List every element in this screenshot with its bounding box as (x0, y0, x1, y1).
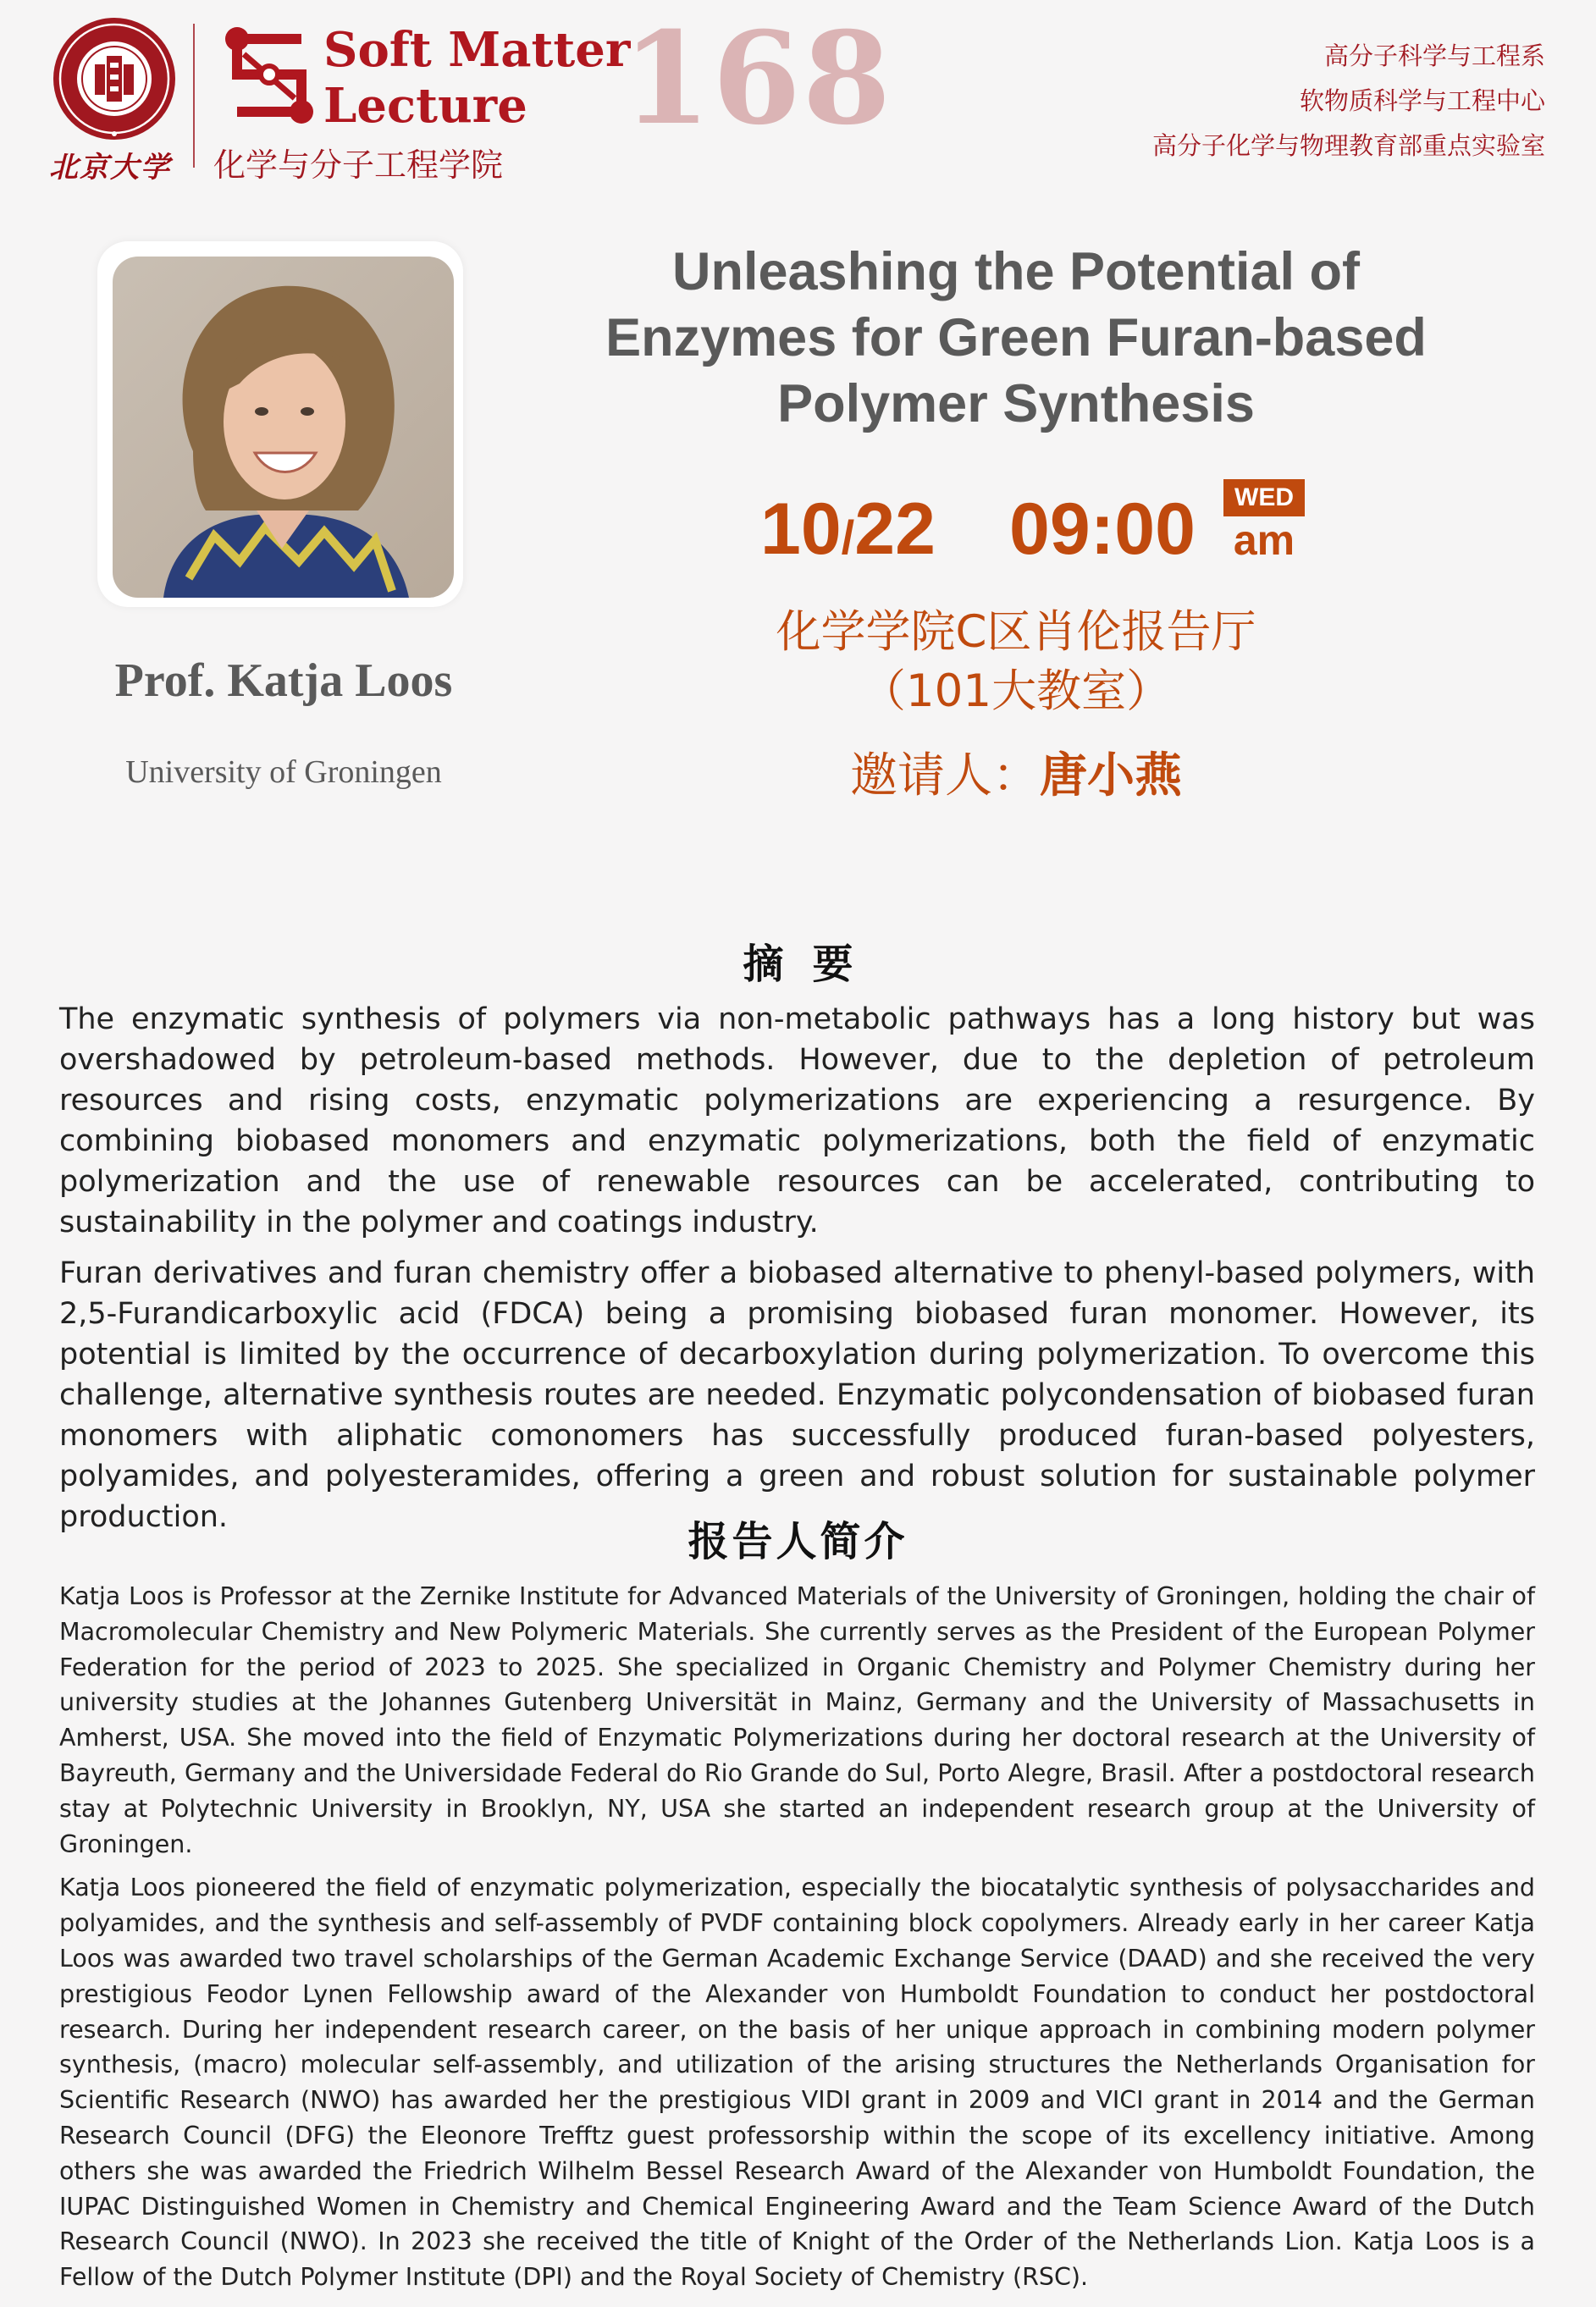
talk-time: 09:00 (1009, 488, 1196, 570)
bio-paragraph: Katja Loos pioneered the field of enzymatic polymerization, especially the biocatalytic synthesis of polysaccharides and polyamides, and the synthesis and self-assembly of PVDF containing block copolymers. Already early in her career Katja Loos was awarded two travel scholarships of the German Academic Exchange Service (DAAD) and she received the very prestigious Feodor Lynen Fellowship award of the Alexander von Humboldt Foundation to conduct her postdoctoral research. During her independent research career, on the basis of her unique approach in combining modern polymer synthesis, (macro) molecular self-assembly, and utilization of the arising structures the Netherlands Organisation for Scientific Research (NWO) has awarded her the prestigious VIDI grant in 2009 and VICI grant in 2014 and the German Research Council (DFG) the Eleonore Trefftz guest professorship within the scope of its excellency initiative. Among others she was awarded the Friedrich Wilhelm Bessel Research Award of the Alexander von Humboldt Foundation, the IUPAC Distinguished Women in Chemistry and Chemical Engineering Award and the Team Science Award of the Dutch Research Council (NWO). In 2023 she received the title of Knight of the Order of the Netherlands Lion. Katja Loos is a Fellow of the Dutch Polymer Institute (DPI) and the Royal Society of Chemistry (RSC). (59, 1874, 1535, 2292)
venue-line-2: （101大教室） (860, 665, 1172, 717)
affiliation-2: 软物质科学与工程中心 (1299, 86, 1545, 115)
series-title-line1: Soft Matter (323, 22, 631, 78)
talk-title-line-1: Unleashing the Potential of (671, 242, 1361, 301)
affiliation-3: 高分子化学与物理教育部重点实验室 (1151, 131, 1545, 160)
header-divider (193, 24, 195, 168)
affiliation-1: 高分子科学与工程系 (1323, 41, 1545, 70)
bio-body (59, 1579, 1535, 2304)
talk-title-line-2: Enzymes for Green Furan-based (605, 308, 1427, 367)
soft-matter-s-link-icon (218, 20, 320, 130)
abstract-paragraph: Furan derivatives and furan chemistry offer a biobased alternative to phenyl-based polymers, with 2,5-Furandicarboxylic acid (FDCA) being a promising biobased furan monomer. However, its potential is limited by the occurrence of decarboxylation during polymerization. To overcome this challenge, alternative synthesis routes are needed. Enzymatic polycondensation of biobased furan monomers with aliphatic comonomers has successfully produced furan-based polyesters, polyamides, and polyesteramides, offering a green and robust solution for sustainable polymer production. (59, 1256, 1535, 1534)
talk-venue (542, 603, 1490, 721)
university-name-cn: 北京大学 (49, 151, 171, 185)
abstract-body (59, 999, 1535, 1548)
weekday-badge: WED (1223, 479, 1305, 516)
college-name-cn: 化学与分子工程学院 (213, 146, 504, 184)
abstract-heading: 摘要 (743, 941, 882, 988)
talk-title-line-3: Polymer Synthesis (777, 374, 1255, 433)
bio-heading: 报告人简介 (688, 1518, 908, 1565)
talk-title (542, 239, 1490, 437)
inviter-label: 邀请人： (850, 748, 1040, 803)
lecture-number: 168 (622, 4, 893, 153)
date-month: 10 (760, 488, 842, 570)
inviter-name: 唐小燕 (1040, 748, 1182, 803)
series-title (323, 22, 630, 134)
speaker-name: Prof. Katja Loos (114, 654, 453, 707)
inviter (542, 747, 1490, 806)
speaker-photo (113, 257, 454, 598)
talk-date (760, 487, 936, 580)
time-ampm: am (1233, 516, 1295, 564)
affiliations (1152, 34, 1545, 168)
abstract-paragraph: The enzymatic synthesis of polymers via non-metabolic pathways has a long history but was overshadowed by petroleum-based methods. However, due to the depletion of petroleum resources and rising costs, enzymatic polymerizations are experiencing a resurgence. By combining biobased monomers and enzymatic polymerizations, both the field of enzymatic polymerization and the use of renewable resources can be accelerated, contributing to sustainability in the polymer and coatings industry. (59, 1002, 1535, 1239)
pku-seal-icon (51, 15, 178, 142)
date-day: 22 (854, 488, 936, 570)
date-slash: / (841, 511, 855, 564)
venue-line-1: 化学学院C区肖伦报告厅 (776, 606, 1256, 658)
bio-paragraph: Katja Loos is Professor at the Zernike Institute for Advanced Materials of the University of Groningen, holding the chair of Macromolecular Chemistry and New Polymeric Materials. She currently serves as the President of the European Polymer Federation for the period of 2023 to 2025. She specialized in Organic Chemistry and Polymer Chemistry during her university studies at the Johannes Gutenberg Universität in Mainz, Germany and the University of Massachusetts in Amherst, USA. She moved into the field of Enzymatic Polymerizations during her doctoral research at the University of Bayreuth, Germany and the Universidade Federal do Rio Grande do Sul, Porto Alegre, Brasil. After a postdoctoral research stay at Polytechnic University in Brooklyn, NY, USA she started an independent research group at the University of Groningen. (59, 1582, 1535, 1858)
speaker-institution: University of Groningen (125, 754, 442, 790)
series-title-line2: Lecture (323, 78, 527, 134)
